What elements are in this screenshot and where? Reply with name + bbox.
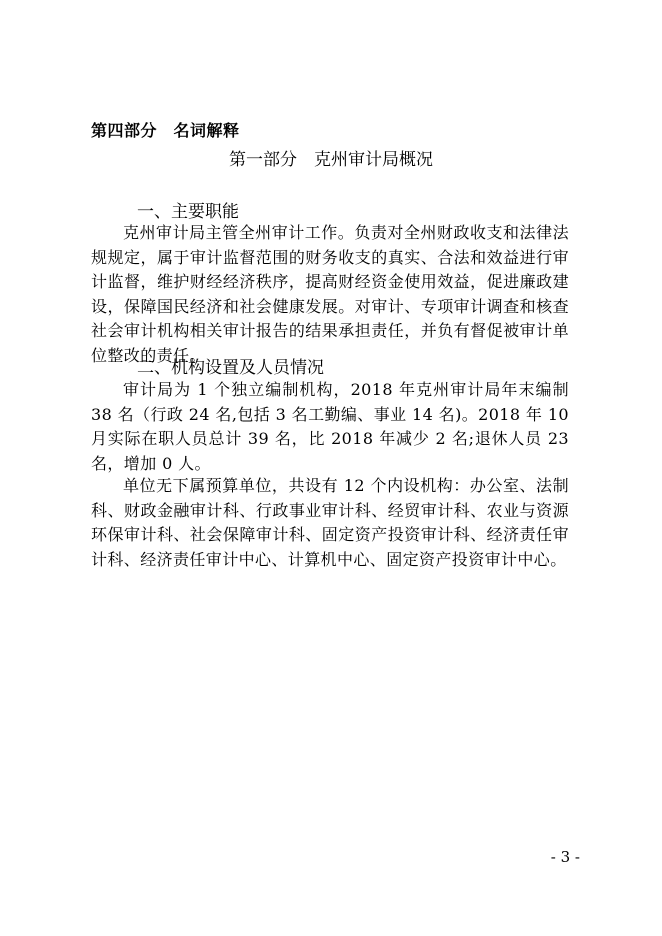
part-heading: 第四部分 名词解释 bbox=[91, 121, 240, 140]
page-number: - 3 - bbox=[550, 848, 580, 866]
paragraph-staffing: 审计局为 1 个独立编制机构，2018 年克州审计局年末编制 38 名（行政 24 名,包括 3 名工勤编、事业 14 名)。2018 年 10 月实际在职人员总计 39 名，比 2018 年减少 2 名;退休人员 23 名，增加 0 人。 bbox=[91, 380, 569, 473]
section-heading-organization: 二、机构设置及人员情况 bbox=[137, 358, 324, 378]
paragraph-internal-units: 单位无下属预算单位，共设有 12 个内设机构：办公室、法制科、财政金融审计科、行政事业审计科、经贸审计科、农业与资源环保审计科、社会保障审计科、固定资产投资审计科、经济责任审计科、经济责任审计中心、计算机中心、固定资产投资审计中心。 bbox=[91, 476, 569, 569]
document-title: 第一部分 克州审计局概况 bbox=[229, 150, 433, 170]
paragraph-main-functions: 克州审计局主管全州审计工作。负责对全州财政收支和法律法规规定，属于审计监督范围的财务收支的真实、合法和效益进行审计监督，维护财经经济秩序，提高财经资金使用效益，促进廉政建设，保障国民经济和社会健康发展。对审计、专项审计调查和核查社会审计机构相关审计报告的结果承担责任，并负有督促被审计单位整改的责任。 bbox=[91, 223, 569, 365]
section-heading-main-functions: 一、主要职能 bbox=[137, 202, 239, 222]
